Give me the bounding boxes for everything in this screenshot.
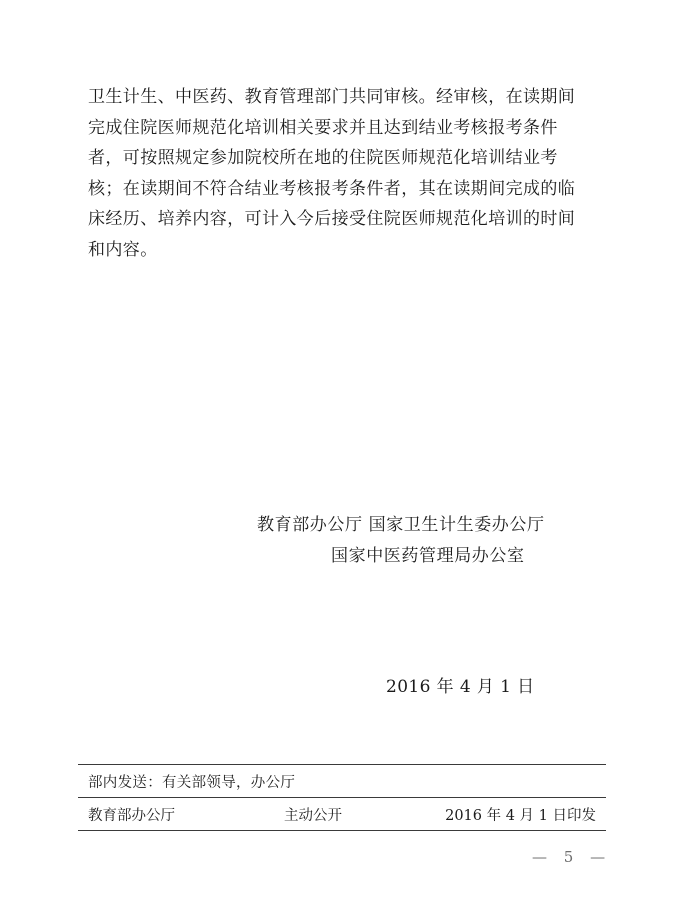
- paragraph-line: 完成住院医师规范化培训相关要求并且达到结业考核报考条件: [88, 117, 558, 138]
- footer-rule-top: [78, 764, 606, 765]
- issuance-row: [88, 804, 598, 824]
- paragraph-line: 和内容。: [88, 239, 158, 260]
- print-date: 2016 年 4 月 1 日印发: [445, 808, 596, 824]
- disclosure-type: 主动公开: [284, 808, 342, 824]
- page-number: — 5 —: [532, 848, 612, 866]
- paragraph-line: 核；在读期间不符合结业考核报考条件者，其在读期间完成的临: [88, 178, 576, 199]
- signing-date: 2016 年 4 月 1 日: [386, 677, 535, 697]
- issuer-line-1: 教育部办公厅 国家卫生计生委办公厅: [257, 515, 545, 535]
- footer-rule-bottom: [78, 830, 606, 831]
- distribution-list: 部内发送：有关部领导，办公厅: [88, 775, 296, 791]
- body-paragraph: [88, 82, 608, 265]
- footer-rule-middle: [78, 797, 606, 798]
- paragraph-line: 床经历、培养内容，可计入今后接受住院医师规范化培训的时间: [88, 209, 576, 229]
- issuer-line-2: 国家中医药管理局办公室: [331, 546, 525, 566]
- paragraph-line: 者，可按照规定参加院校所在地的住院医师规范化培训结业考: [88, 148, 558, 168]
- issuing-office: 教育部办公厅: [88, 808, 175, 824]
- paragraph-line: 卫生计生、中医药、教育管理部门共同审核。经审核，在读期间: [88, 87, 576, 107]
